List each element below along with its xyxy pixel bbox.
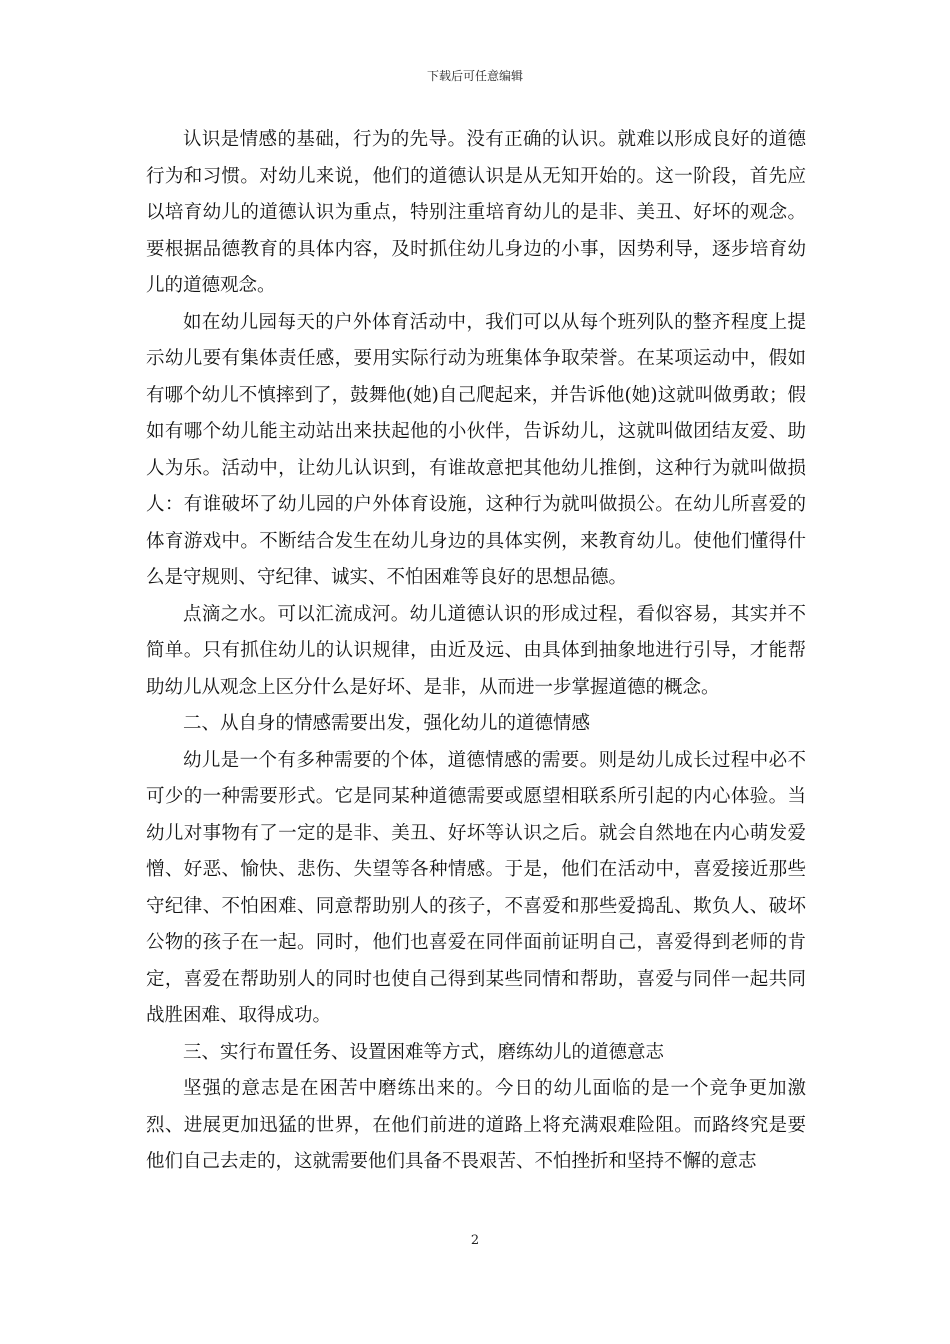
page-number: 2: [470, 1233, 480, 1248]
page-header: 下载后可任意编辑: [426, 69, 523, 83]
paragraph-moral-cognition: 认识是情感的基础，行为的先导。没有正确的认识。就难以形成良好的道德行为和习惯。对幼儿来说，他们的道德认识是从无知开始的。这一阶段，首先应以培育幼儿的道德认识为重点，特别注重培育幼儿的是非、美丑、好坏的观念。要根据品德教育的具体内容，及时抓住幼儿身边的小事，因势利导，逐步培育幼儿的道德观念。: [146, 129, 806, 296]
document-body: [146, 122, 806, 1181]
paragraph-drops-of-water: 点滴之水。可以汇流成河。幼儿道德认识的形成过程，看似容易，其实并不简单。只有抓住幼儿的认识规律，由近及远、由具体到抽象地进行引导，才能帮助幼儿从观念上区分什么是好坏、是非，从而进一步掌握道德的概念。: [146, 603, 806, 698]
paragraph-moral-will: 坚强的意志是在困苦中磨练出来的。今日的幼儿面临的是一个竞争更加激烈、进展更加迅猛的世界，在他们前进的道路上将充满艰难险阻。而路终究是要他们自己去走的，这就需要他们具备不畏艰苦、不怕挫折和坚持不懈的意志: [146, 1078, 806, 1172]
paragraph-moral-emotion: 幼儿是一个有多种需要的个体，道德情感的需要。则是幼儿成长过程中必不可少的一种需要形式。它是同某种道德需要或愿望相联系所引起的内心体验。当幼儿对事物有了一定的是非、美丑、好坏等认识之后。就会自然地在内心萌发爱憎、好恶、愉快、悲伤、失望等各种情感。于是，他们在活动中，喜爱接近那些守纪律、不怕困难、同意帮助别人的孩子，不喜爱和那些爱捣乱、欺负人、破坏公物的孩子在一起。同时，他们也喜爱在同伴面前证明自己，喜爱得到老师的肯定，喜爱在帮助别人的同时也使自己得到某些同情和帮助，喜爱与同伴一起共同战胜困难、取得成功。: [146, 749, 806, 1026]
section-heading-moral-will: 三、实行布置任务、设置困难等方式，磨练幼儿的道德意志: [183, 1041, 665, 1063]
paragraph-outdoor-activity-example: 如在幼儿园每天的户外体育活动中，我们可以从每个班列队的整齐程度上提示幼儿要有集体责任感，要用实际行动为班集体争取荣誉。在某项运动中，假如有哪个幼儿不慎摔到了，鼓舞他(她)自己爬起来，并告诉他(她)这就叫做勇敢；假如有哪个幼儿能主动站出来扶起他的小伙伴，告诉幼儿，这就叫做团结友爱、助人为乐。活动中，让幼儿认识到，有谁故意把其他幼儿推倒，这种行为就叫做损人：有谁破坏了幼儿园的户外体育设施，这种行为就叫做损公。在幼儿所喜爱的体育游戏中。不断结合发生在幼儿身边的具体实例，来教育幼儿。使他们懂得什么是守规则、守纪律、诚实、不怕困难等良好的思想品德。: [146, 311, 806, 588]
section-heading-moral-emotion: 二、从自身的情感需要出发，强化幼儿的道德情感: [183, 713, 591, 734]
